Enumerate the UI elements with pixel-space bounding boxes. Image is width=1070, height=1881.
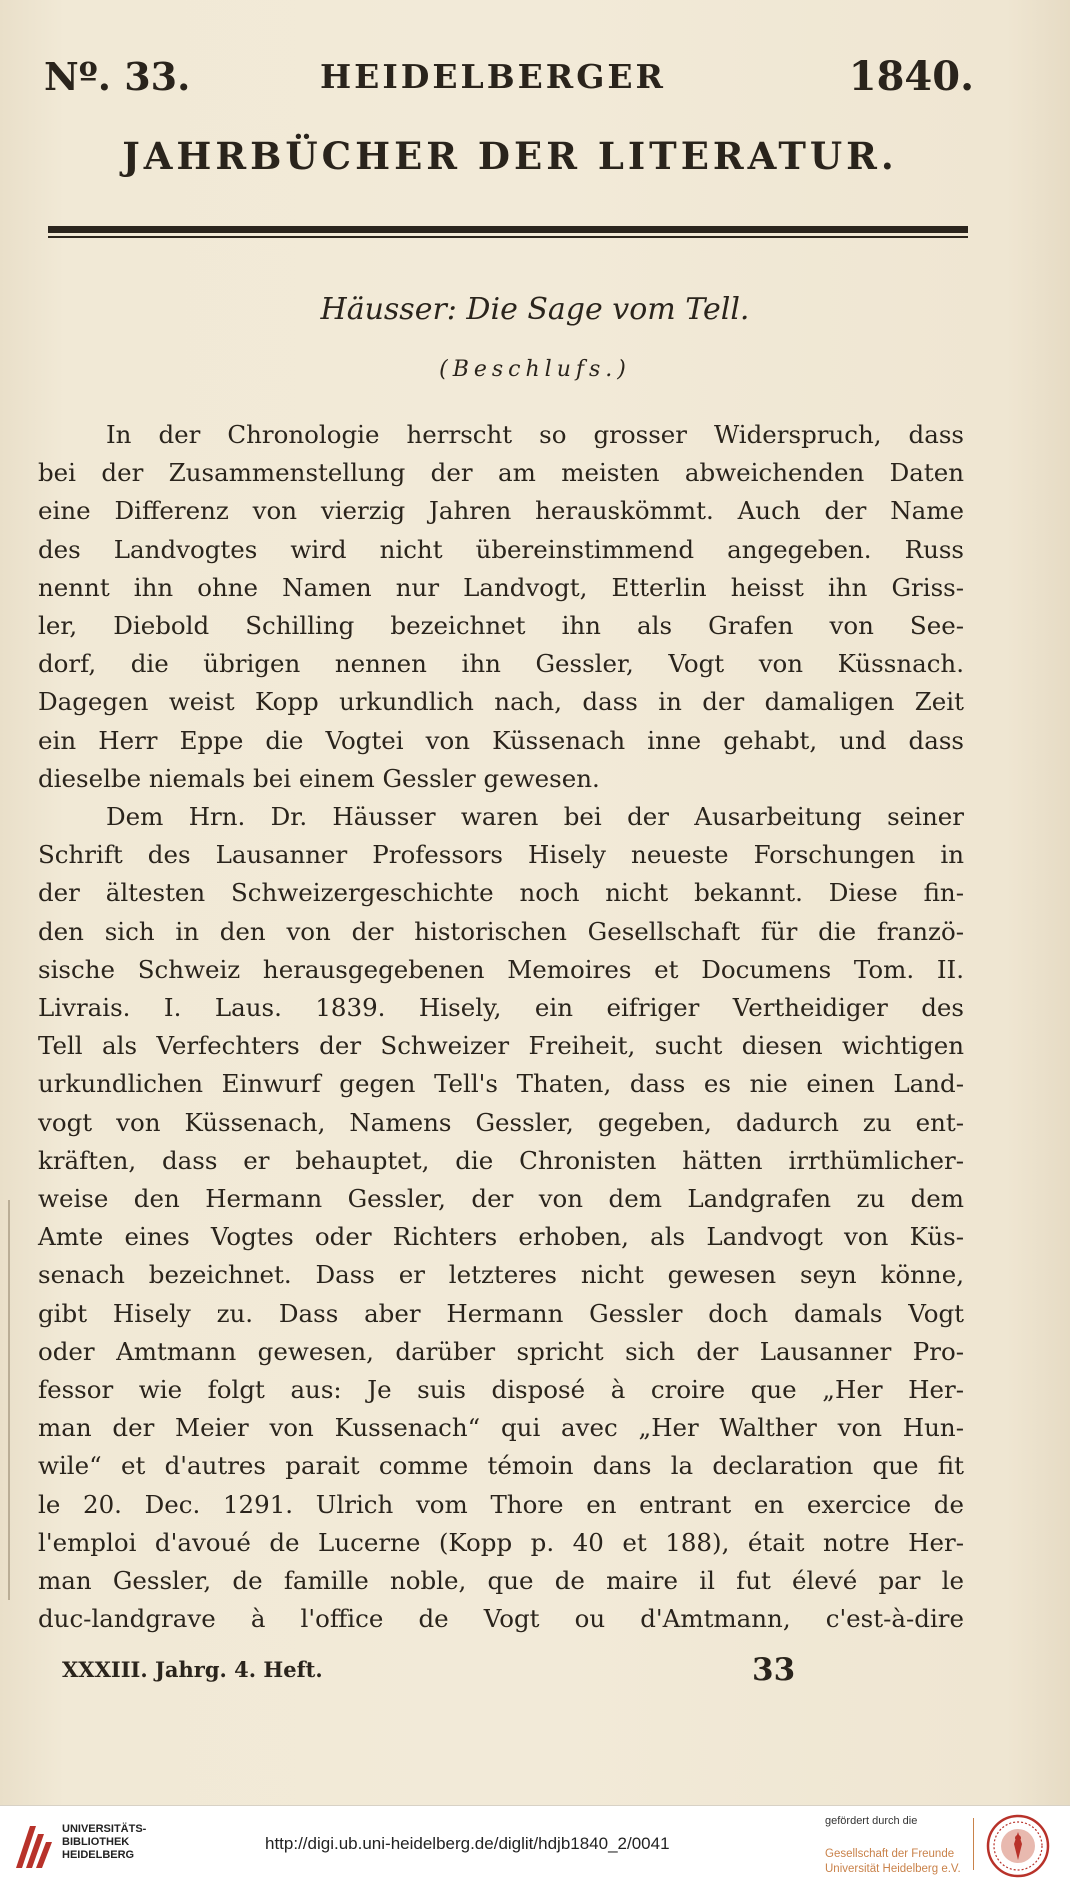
text-line: man Gessler, de famille noble, que de maire il fut élevé par le	[38, 1566, 964, 1596]
text-line: Tell als Verfechters der Schweizer Freiheit, sucht diesen wichtigen	[38, 1031, 964, 1061]
library-name-line: UNIVERSITÄTS-	[62, 1823, 147, 1835]
university-seal-icon[interactable]	[985, 1814, 1051, 1878]
permalink-url[interactable]: http://digi.ub.uni-heidelberg.de/diglit/hdjb1840_2/0041	[265, 1834, 670, 1853]
text-line: fessor wie folgt aus: Je suis disposé à croire que „Her Her-	[38, 1375, 964, 1405]
text-line: ein Herr Eppe die Vogtei von Küssenach inne gehabt, und dass	[38, 725, 964, 755]
sponsor-block[interactable]	[825, 1814, 975, 1877]
text-line: dieselbe niemals bei einem Gessler gewesen.	[38, 763, 600, 793]
text-line: Amte eines Vogtes oder Richters erhoben, als Landvogt von Küs-	[38, 1222, 964, 1252]
text-line: der ältesten Schweizergeschichte noch nicht bekannt. Diese fin-	[38, 878, 964, 908]
text-line: Schrift des Lausanner Professors Hisely neueste Forschungen in	[38, 840, 964, 870]
viewer-footer-bar	[0, 1805, 1070, 1881]
text-line: sische Schweiz herausgegebenen Memoires et Documens Tom. II.	[38, 954, 964, 984]
journal-header	[44, 52, 974, 102]
text-line: den sich in den von der historischen Gesellschaft für die franzö-	[38, 916, 964, 946]
journal-subtitle: JAHRBÜCHER DER LITERATUR.	[122, 134, 898, 178]
page-footer	[62, 1650, 802, 1690]
text-line: le 20. Dec. 1291. Ulrich vom Thore en entrant en exercice de	[38, 1489, 964, 1519]
sponsor-intro: gefördert durch die	[825, 1815, 918, 1827]
footer-divider	[973, 1818, 974, 1870]
library-name-line: BIBLIOTHEK	[62, 1836, 130, 1848]
text-line: duc-landgrave à l'office de Vogt ou d'Amtmann, c'est-à-dire	[38, 1604, 964, 1634]
text-line: vogt von Küssenach, Namens Gessler, gegeben, dadurch zu ent-	[38, 1107, 964, 1137]
text-line: Livrais. I. Laus. 1839. Hisely, ein eifriger Vertheidiger des	[38, 993, 964, 1023]
ub-heidelberg-logo-icon[interactable]	[10, 1820, 56, 1872]
issue-number: Nº. 33.	[44, 54, 191, 99]
text-line: kräften, dass er behauptet, die Chronisten hätten irrthümlicher-	[38, 1145, 964, 1175]
text-line: Dagegen weist Kopp urkundlich nach, dass in der damaligen Zeit	[38, 687, 964, 717]
page-number: 33	[752, 1652, 796, 1688]
text-line: weise den Hermann Gessler, der von dem Landgrafen zu dem	[38, 1184, 964, 1214]
paragraph-1	[38, 416, 964, 798]
text-line: senach bezeichnet. Dass er letzteres nicht gewesen seyn könne,	[38, 1260, 964, 1290]
text-line: In der Chronologie herrscht so grosser Widerspruch, dass	[106, 420, 964, 449]
text-line: bei der Zusammenstellung der am meisten abweichenden Daten	[38, 458, 964, 488]
text-line: l'emploi d'avoué de Lucerne (Kopp p. 40 et 188), était notre Her-	[38, 1527, 964, 1557]
article-body	[38, 416, 964, 1639]
paragraph-2	[38, 798, 964, 1638]
sponsor-name-line: Gesellschaft der Freunde	[825, 1848, 955, 1860]
text-line: ler, Diebold Schilling bezeichnet ihn als Grafen von See-	[38, 611, 964, 641]
text-line: oder Amtmann gewesen, darüber spricht sich der Lausanner Pro-	[38, 1336, 964, 1366]
text-line: gibt Hisely zu. Dass aber Hermann Gessler doch damals Vogt	[38, 1298, 964, 1328]
text-line: des Landvogtes wird nicht übereinstimmend angegeben. Russ	[38, 534, 964, 564]
library-name-line: HEIDELBERG	[62, 1849, 135, 1861]
library-name[interactable]	[62, 1823, 146, 1862]
text-line: eine Differenz von vierzig Jahren herauskömmt. Auch der Name	[38, 496, 964, 526]
header-rule	[48, 226, 968, 240]
text-line: man der Meier von Kussenach“ qui avec „Her Walther von Hun-	[38, 1413, 964, 1443]
text-line: urkundlichen Einwurf gegen Tell's Thaten, dass es nie einen Land-	[38, 1069, 964, 1099]
journal-year: 1840.	[848, 53, 974, 100]
signature-mark: XXXIII. Jahrg. 4. Heft.	[62, 1657, 323, 1682]
journal-name: HEIDELBERGER	[320, 57, 666, 96]
text-line: dorf, die übrigen nennen ihn Gessler, Vogt von Küssnach.	[38, 649, 964, 679]
text-line: Dem Hrn. Dr. Häusser waren bei der Ausarbeitung seiner	[106, 802, 964, 832]
article-note: (Beschlufs.)	[439, 357, 631, 382]
article-title: Häusser: Die Sage vom Tell.	[320, 292, 750, 327]
sponsor-name-line: Universität Heidelberg e.V.	[825, 1863, 961, 1875]
page-edge-shadow	[8, 1200, 10, 1600]
text-line: nennt ihn ohne Namen nur Landvogt, Etterlin heisst ihn Griss-	[38, 572, 964, 602]
text-line: wile“ et d'autres parait comme témoin dans la declaration que fit	[38, 1451, 964, 1481]
